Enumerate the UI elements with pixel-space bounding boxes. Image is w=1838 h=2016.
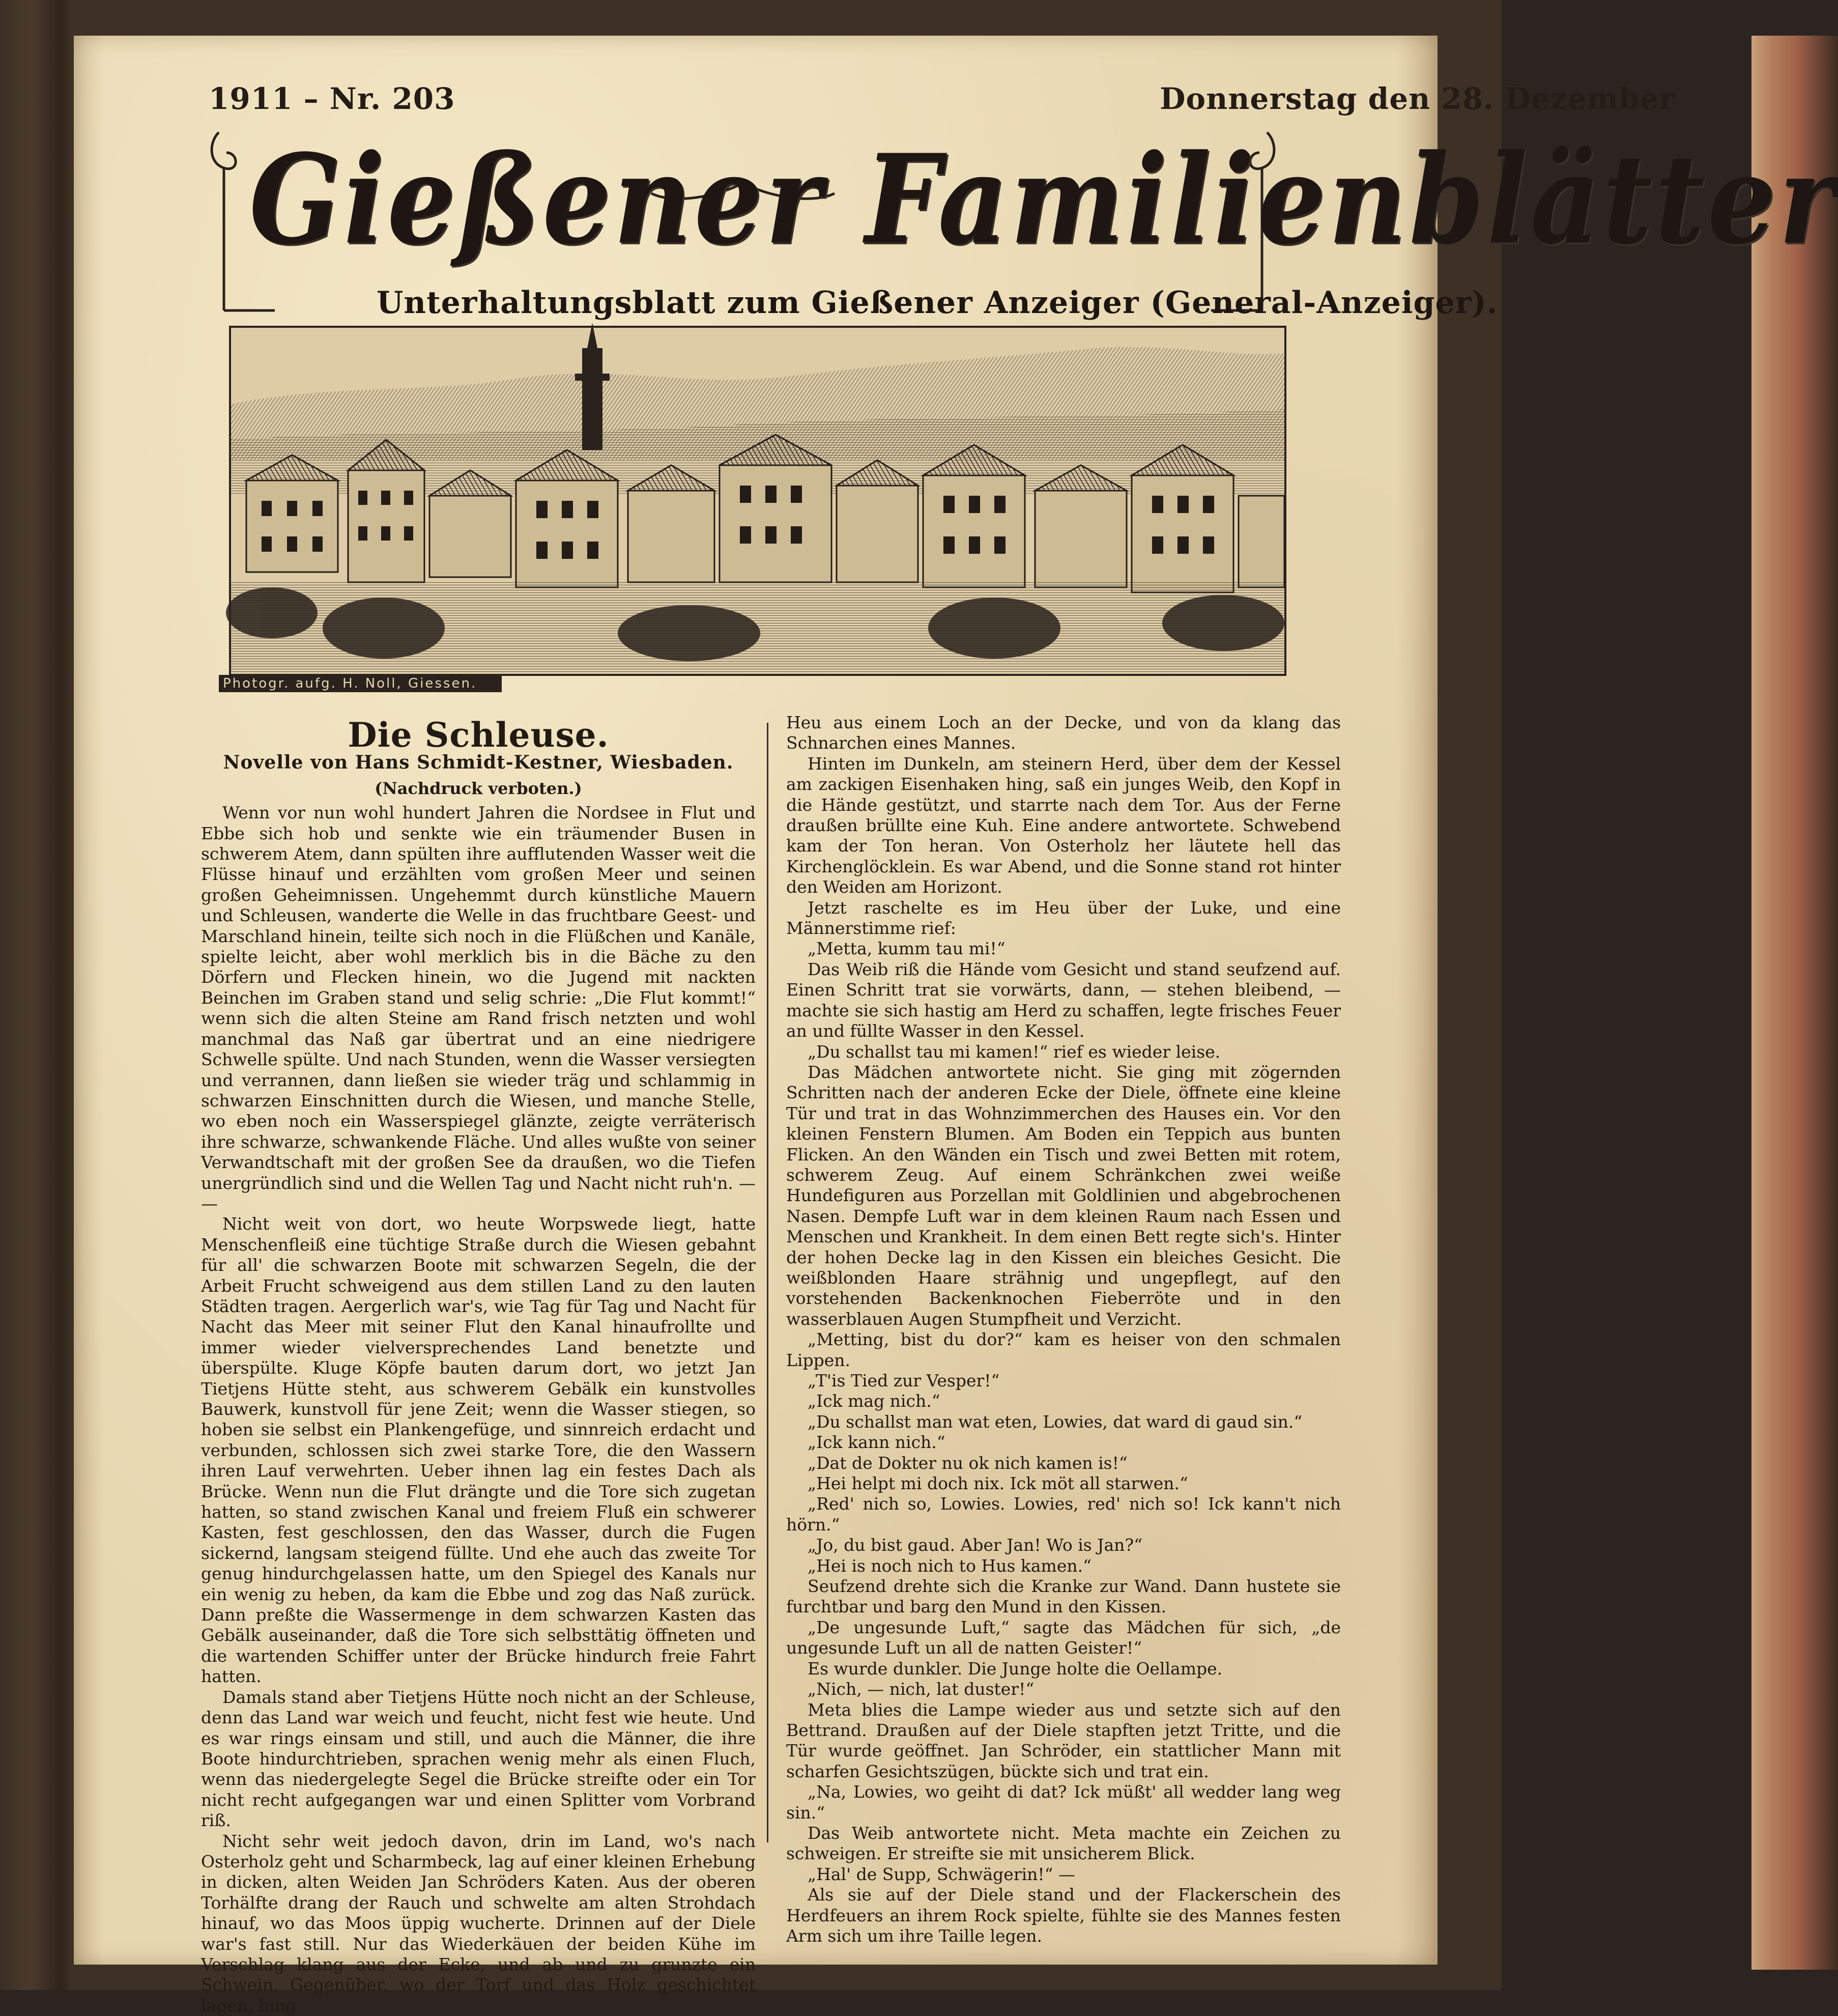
book-cover-edge [1751, 36, 1838, 1970]
right-column [786, 713, 1341, 1946]
paragraph: Das Mädchen antwortete nicht. Sie ging mit zögernden Schritten nach der anderen Ecke der Diele, öffnete eine kleine Tür und trat in das Wohnzimmerchen des Hauses ein. Vor den kleinen Fenstern Blumen. Am Boden ein Teppich aus bunten Flicken. An den Wänden ein Tisch und zwei Betten mit rotem, schwerem Zeug. Auf einem Schränkchen zwei weiße Hundefiguren aus Porzellan mit Goldlinien und abgebrochenen Nasen. Dempfe Luft war in dem kleinen Raum nach Essen und Menschen und Krankheit. In dem einen Bett regte sich's. Hinter der hohen Decke lag in den Kissen ein bleiches Gesicht. Die weißblonden Haare strähnig und ungepflegt, auf den vorstehenden Backenknochen Fieberröte und in den wasserblauen Augen Stumpfheit und Verzicht. [786, 1062, 1341, 1329]
photo-credit: Photogr. aufg. H. Noll, Giessen. [219, 675, 502, 692]
paragraph: Nicht weit von dort, wo heute Worpswede liegt, hatte Menschenfleiß eine tüchtige Straße durch die Wiesen gebahnt für all' die schwarzen Boote mit schwarzen Segeln, die der Arbeit Frucht schweigend aus dem stillen Land zu den lauten Städten tragen. Aergerlich war's, wie Tag für Tag und Nacht für Nacht das Meer mit seiner Flut den Kanal hinaufrollte und immer wieder vielversprechendes Land benetzte und überspülte. Kluge Köpfe bauten darum dort, wo jetzt Jan Tietjens Hütte steht, aus schwerem Gebälk ein kunstvolles Bauwerk, kunstvoll für jene Zeit; wenn die Wasser stiegen, so hoben sie selbst ein Plankengefüge, und sinnreich erdacht und verbunden, schlossen sich zwei starke Tore, die den Wassern ihren Lauf verwehrten. Ueber ihnen lag ein festes Dach als Brücke. Wenn nun die Flut drängte und die Tore sich zugetan hatten, so stand zwischen Kanal und freiem Fluß ein schwerer Kasten, fest geschlossen, den das Wasser, durch die Fugen sickernd, langsam steigend füllte. Und ehe auch das zweite Tor genug hindurchgelassen hatte, um den Spiegel des Kanals nur ein wenig zu heben, da kam die Ebbe und zog das Naß zurück. Dann preßte die Wassermenge in dem schwarzen Kasten das Gebälk auseinander, daß die Tore sich selbsttätig öffneten und die wartenden Schiffer unter der Brücke hindurch freie Fahrt hatten. [201, 1214, 756, 1687]
paragraph: Es wurde dunkler. Die Junge holte die Oellampe. [808, 1658, 1223, 1679]
dialog-line: „Hal' de Supp, Schwägerin!“ — [808, 1864, 1076, 1884]
dialog-line: „Na, Lowies, wo geiht di dat? Ick müßt' all wedder lang weg sin.“ [786, 1782, 1341, 1823]
paragraph: Damals stand aber Tietjens Hütte noch nicht an der Schleuse, denn das Land war weich und feucht, nicht fest wie heute. Und es war rings einsam und still, und auch die Männer, die ihre Boote hindurchtrieben, sprachen wenig mehr als einen Fluch, wenn das niedergelegte Segel die Brücke streifte oder ein Tor nicht recht aufgegangen war und einen Splitter vom Vorbrand riß. [201, 1687, 756, 1831]
dialog-line: „Metting, bist du dor?“ kam es heiser von den schmalen Lippen. [786, 1329, 1341, 1370]
issue-number: 1911 – Nr. 203 [209, 81, 455, 116]
column-divider [767, 723, 768, 1842]
paragraph: Wenn vor nun wohl hundert Jahren die Nordsee in Flut und Ebbe sich hob und senkte wie ein träumender Busen in schwerem Atem, dann spülten ihre aufflutenden Wasser weit die Flüsse hinauf und erzählten vom großen Meer und seinen großen Geheimnissen. Ungehemmt durch künstliche Mauern und Schleusen, wanderte die Welle in das fruchtbare Geest- und Marschland hinein, teilte sich noch in die Flüßchen und Kanäle, spielte leicht, aber wohl merklich bis in die Bäche zu den Dörfern und Flecken hinein, wo die Jugend mit nackten Beinchen im Graben stand und selig schrie: „Die Flut kommt!“ wenn sich die alten Steine am Rand frisch netzten und wohl manchmal das Naß gar übertrat und an eine niedrigere Schwelle spülte. Und nach Stunden, wenn die Wasser versiegten und verrannen, dann ließen sie wieder träg und schlammig in schwarzen Einschnitten durch die Wiesen, und manche Stelle, wo eben noch ein Wasserspiegel glänzte, zeigte verräterisch ihre schwarze, schwankende Fläche. Und alles wußte von seiner Verwandtschaft mit der großen See da draußen, wo die Tiefen unergründlich sind und die Wellen Tag und Nacht nicht ruh'n. — — [201, 803, 756, 1213]
dialog-line: „Metta, kumm tau mi!“ [808, 939, 1006, 959]
article-columns [201, 713, 1343, 2015]
story-byline: Novelle von Hans Schmidt-Kestner, Wiesbaden. [223, 752, 734, 774]
issue-date: Donnerstag den 28. Dezember [1160, 81, 1675, 116]
dialog-line: „Ick mag nich.“ [808, 1391, 940, 1411]
masthead-title: Gießener Familienblätter [249, 127, 1838, 272]
story-title: Die Schleuse. [348, 715, 609, 755]
paragraph: Das Weib antwortete nicht. Meta machte ein Zeichen zu schweigen. Er streifte sie mit unsicherem Blick. [786, 1823, 1341, 1864]
dialog-line: „Red' nich so, Lowies. Lowies, red' nich so! Ick kann't nich hörn.“ [786, 1494, 1341, 1535]
dialog-line: „Hei helpt mi doch nix. Ick möt all starwen.“ [808, 1473, 1188, 1494]
masthead [204, 122, 1838, 321]
paragraph: Jetzt raschelte es im Heu über der Luke, und eine Männerstimme rief: [786, 897, 1341, 939]
dialog-line: „Dat de Dokter nu ok nich kamen is!“ [808, 1453, 1128, 1473]
paragraph: Nicht sehr weit jedoch davon, drin im Land, wo's nach Osterholz geht und Scharmbeck, lag auf einer kleinen Erhebung in dicken, alten Weiden Jan Schröders Katen. Aus der oberen Torhälfte drang der Rauch und schwelte am alten Strohdach hinauf, wo das Moos üppig wucherte. Drinnen auf der Diele war's fast still. Nur das Wiederkäuen der beiden Kühe im Verschlag klang aus der Ecke, und ab und zu grunzte ein Schwein. Gegenüber, wo der Torf und das Holz geschichtet lagen, hing [201, 1831, 756, 2015]
dialog-line: „Nich, — nich, lat duster!“ [808, 1679, 1035, 1699]
dialog-line: „De ungesunde Luft,“ sagte das Mädchen für sich, „de ungesunde Luft un all de natten Geister!“ [786, 1617, 1341, 1658]
city-panorama-illustration [231, 328, 1284, 674]
masthead-subtitle: Unterhaltungsblatt zum Gießener Anzeiger (General-Anzeiger). [377, 285, 1498, 321]
dialog-line: „Du schallst man wat eten, Lowies, dat ward di gaud sin.“ [808, 1411, 1303, 1432]
city-panorama-engraving [229, 326, 1286, 676]
paragraph: Heu aus einem Loch an der Decke, und von da klang das Schnarchen eines Mannes. [786, 713, 1341, 753]
dialog-line: „T'is Tied zur Vesper!“ [808, 1371, 1000, 1390]
dialog-line: „Hei is noch nich to Hus kamen.“ [808, 1555, 1092, 1576]
dialog-line: „Jo, du bist gaud. Aber Jan! Wo is Jan?“ [808, 1535, 1142, 1555]
paragraph: Meta blies die Lampe wieder aus und setzte sich auf den Bettrand. Draußen auf der Diele stapften jetzt Tritte, und die Tür wurde geöffnet. Jan Schröder, ein stattlicher Mann mit scharfen Gesichtszügen, bückte sich und trat ein. [786, 1699, 1341, 1781]
dialog-line: „Ick kann nich.“ [808, 1432, 945, 1453]
reprint-note: (Nachdruck verboten.) [375, 778, 582, 798]
paragraph: Das Weib riß die Hände vom Gesicht und stand seufzend auf. Einen Schritt trat sie vorwärts, dann, — stehen bleibend, — machte sie sich hastig am Herd zu schaffen, legte frisches Feuer an und füllte Wasser in den Kessel. [786, 959, 1341, 1041]
paragraph: Hinten im Dunkeln, am steinern Herd, über dem der Kessel am zackigen Eisenhaken hing, saß ein junges Weib, den Kopf in die Hände gestützt, und starrte nach dem Tor. Aus der Ferne draußen brüllte eine Kuh. Eine andere antwortete. Schwebend kam der Ton heran. Von Osterholz her läutete hell das Kirchenglöcklein. Es war Abend, und die Sonne stand rot hinter den Weiden am Horizont. [786, 753, 1341, 897]
paragraph: Als sie auf der Diele stand und der Flackerschein des Herdfeuers an ihrem Rock spielte, fühlte sie des Mannes festen Arm sich um ihre Taille legen. [786, 1885, 1341, 1946]
left-column [201, 713, 756, 2016]
paragraph: Seufzend drehte sich die Kranke zur Wand. Dann hustete sie furchtbar und barg den Mund in den Kissen. [786, 1576, 1341, 1617]
dialog-line: „Du schallst tau mi kamen!“ rief es wieder leise. [808, 1041, 1221, 1062]
